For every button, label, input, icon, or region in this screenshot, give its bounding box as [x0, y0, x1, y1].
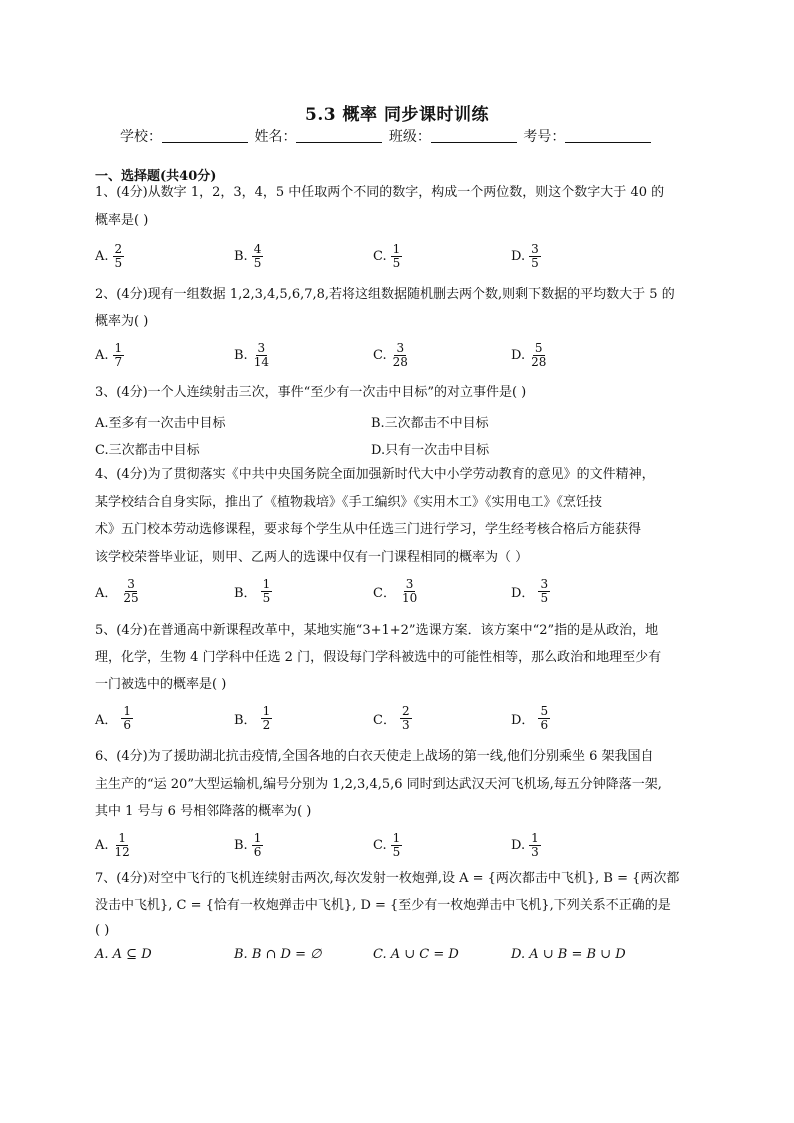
question-2-option-b[interactable]: [234, 342, 271, 369]
question-7-option-b[interactable]: B. B ∩ D = ∅: [234, 947, 322, 962]
numerator: 4: [253, 242, 262, 256]
option-label: C.: [373, 838, 387, 853]
question-2-option-d[interactable]: [511, 342, 548, 369]
exam-number-blank[interactable]: [565, 128, 651, 143]
option-label: D．: [511, 586, 535, 601]
option-label: C．: [373, 586, 396, 601]
numerator: 3: [257, 341, 266, 355]
question-2-option-c[interactable]: [373, 342, 410, 369]
fraction: [113, 832, 132, 859]
class-label: 班级：: [388, 129, 431, 145]
question-3-option-d[interactable]: D.只有一次击中目标: [371, 443, 490, 458]
name-label: 姓名：: [254, 129, 297, 145]
question-7-line-2: 没击中飞机}, C = {恰有一枚炮弹击中飞机}, D = {至少有一枚炮弹击中飞机},下列关系不正确的是: [95, 898, 671, 913]
question-7-line-1: 7、(4分)对空中飞行的飞机连续射击两次,每次发射一枚炮弹,设 A = {两次都击中飞机}, B = {两次都: [95, 871, 680, 886]
option-label: A.: [95, 249, 109, 264]
denominator: 2: [262, 718, 271, 732]
numerator: 3: [127, 577, 135, 591]
question-4-line-4: 该学校荣誉毕业证，则甲、乙两人的选课中仅有一门课程相同的概率为（ ）: [95, 550, 529, 565]
numerator: 1: [392, 831, 401, 845]
question-4-line-3: 术》五门校本劳动选修课程，要求每个学生从中任选三门进行学习，学生经考核合格后方能获得: [95, 522, 642, 537]
denominator: 7: [114, 355, 123, 369]
numerator: 1: [123, 704, 132, 718]
numerator: 1: [262, 577, 271, 591]
denominator: 5: [114, 256, 123, 270]
question-5-option-d[interactable]: [511, 705, 550, 732]
exam-number-label: 考号：: [523, 129, 566, 145]
question-5-option-a[interactable]: [95, 705, 133, 732]
fraction: [538, 578, 550, 605]
question-6-line-2: 主生产的“运 20”大型运输机,编号分别为 1,2,3,4,5,6 同时到达武汉天河飞机场,每五分钟降落一架,: [95, 777, 662, 792]
denominator: 28: [531, 355, 547, 369]
fraction: [400, 578, 419, 605]
denominator: 5: [392, 845, 401, 859]
option-label: C．: [373, 713, 396, 728]
school-label: 学校：: [120, 129, 162, 145]
question-4-line-1: 4、(4分)为了贯彻落实《中共中央国务院全面加强新时代大中小学劳动教育的意见》的文件精神，: [95, 467, 655, 482]
question-5-option-c[interactable]: [373, 705, 412, 732]
numerator: 1: [262, 704, 271, 718]
fraction: [391, 243, 403, 270]
denominator: 6: [253, 845, 262, 859]
question-2-line-2: 概率为( ): [95, 314, 149, 329]
denominator: 5: [540, 591, 549, 605]
denominator: 5: [262, 591, 271, 605]
denominator: 6: [123, 718, 132, 732]
numerator: 1: [531, 831, 539, 845]
option-label: D.: [511, 249, 526, 264]
fraction: [261, 705, 273, 732]
fraction: [529, 342, 548, 369]
question-1-option-a[interactable]: [95, 243, 124, 270]
numerator: 1: [253, 831, 262, 845]
question-5-line-2: 理，化学，生物 4 门学科中任选 2 门，假设每门学科被选中的可能性相等，那么政治和地理至少有: [95, 650, 662, 665]
question-2-option-a[interactable]: [95, 342, 124, 369]
denominator: 5: [392, 256, 401, 270]
fraction: [261, 578, 273, 605]
option-label: B．: [234, 586, 257, 601]
school-blank[interactable]: [162, 128, 248, 143]
denominator: 28: [392, 355, 408, 369]
option-label: D.: [511, 838, 526, 853]
option-label: A．: [95, 586, 118, 601]
question-1-line-2: 概率是( ): [95, 213, 149, 228]
question-7-option-c[interactable]: C. A ∪ C = D: [373, 947, 459, 962]
denominator: 6: [540, 718, 549, 732]
option-label: A．: [95, 713, 118, 728]
denominator: 3: [401, 718, 410, 732]
question-1-option-c[interactable]: [373, 243, 402, 270]
denominator: 3: [531, 845, 539, 859]
numerator: 2: [401, 704, 410, 718]
numerator: 3: [405, 577, 414, 591]
option-label: D．: [511, 713, 535, 728]
numerator: 1: [114, 341, 123, 355]
option-label: A.: [95, 838, 109, 853]
fraction: [391, 832, 403, 859]
question-6-option-c[interactable]: [373, 832, 402, 859]
fraction: [529, 243, 541, 270]
question-1-option-b[interactable]: [234, 243, 263, 270]
question-4-line-2: 某学校结合自身实际，推出了《植物栽培》《手工编织》《实用木工》《实用电工》《烹饪技: [95, 495, 603, 510]
section-title: 一、选择题(共40分): [95, 169, 217, 184]
question-4-option-c[interactable]: [373, 578, 419, 605]
option-label: A.: [95, 348, 109, 363]
question-6-line-1: 6、(4分)为了援助湖北抗击疫情,全国各地的白衣天使走上战场的第一线,他们分别乘坐 6 架我国自: [95, 749, 654, 764]
numerator: 3: [540, 577, 549, 591]
question-3-option-c[interactable]: C.三次都击中目标: [95, 443, 200, 458]
fraction: [400, 705, 412, 732]
page-title: 5.3 概率 同步课时训练: [305, 105, 489, 125]
denominator: 5: [253, 256, 262, 270]
question-5-line-3: 一门被选中的概率是( ): [95, 677, 227, 692]
fraction: [252, 832, 264, 859]
question-4-option-d[interactable]: [511, 578, 550, 605]
question-1-option-d[interactable]: [511, 243, 541, 270]
question-6-line-3: 其中 1 号与 6 号相邻降落的概率为( ): [95, 804, 312, 819]
numerator: 2: [114, 242, 123, 256]
class-blank[interactable]: [431, 128, 517, 143]
option-label: C.: [373, 249, 387, 264]
fraction: [252, 243, 264, 270]
question-5-line-1: 5、(4分)在普通高中新课程改革中，某地实施“3+1+2”选课方案．该方案中“2”指的是从政治，地: [95, 623, 659, 638]
fraction: [529, 832, 541, 859]
numerator: 1: [118, 831, 126, 845]
question-7-option-d[interactable]: D. A ∪ B = B ∪ D: [511, 947, 626, 962]
fraction: [113, 342, 125, 369]
question-7-option-a[interactable]: A. A ⊆ D: [95, 947, 152, 962]
fraction: [113, 243, 125, 270]
question-6-option-d[interactable]: [511, 832, 541, 859]
denominator: 14: [253, 355, 269, 369]
denominator: 12: [114, 845, 130, 859]
fraction: [538, 705, 550, 732]
question-1-line-1: 1、(4分)从数字 1，2，3，4，5 中任取两个不同的数字，构成一个两位数，则这个数字大于 40 的: [95, 185, 665, 200]
question-3-line-1: 3、(4分)一个人连续射击三次，事件“至少有一次击中目标”的对立事件是( ): [95, 385, 527, 400]
numerator: 5: [540, 704, 549, 718]
name-blank[interactable]: [296, 128, 382, 143]
numerator: 3: [396, 341, 405, 355]
question-2-line-1: 2、(4分)现有一组数据 1,2,3,4,5,6,7,8,若将这组数据随机删去两个数,则剩下数据的平均数大于 5 的: [95, 287, 675, 302]
denominator: 5: [531, 256, 539, 270]
option-label: B.: [234, 838, 248, 853]
fraction: [121, 705, 133, 732]
question-6-option-a[interactable]: [95, 832, 132, 859]
option-label: C.: [373, 348, 387, 363]
option-label: D.: [511, 348, 526, 363]
question-6-option-b[interactable]: [234, 832, 263, 859]
option-label: B.: [234, 348, 248, 363]
fraction: [391, 342, 410, 369]
option-label: B．: [234, 713, 257, 728]
numerator: 5: [534, 341, 543, 355]
denominator: 10: [401, 591, 418, 605]
question-7-line-3: ( ): [95, 923, 110, 938]
question-3-option-b[interactable]: B.三次都击不中目标: [371, 416, 489, 431]
question-4-option-b[interactable]: [234, 578, 272, 605]
student-info-row: [120, 126, 653, 146]
question-5-option-b[interactable]: [234, 705, 272, 732]
denominator: 25: [123, 591, 139, 605]
question-3-option-a[interactable]: A.至多有一次击中目标: [95, 416, 226, 431]
numerator: 1: [392, 242, 401, 256]
numerator: 3: [531, 242, 539, 256]
question-4-option-a[interactable]: [95, 578, 141, 605]
fraction: [252, 342, 271, 369]
fraction: [121, 578, 140, 605]
option-label: B.: [234, 249, 248, 264]
